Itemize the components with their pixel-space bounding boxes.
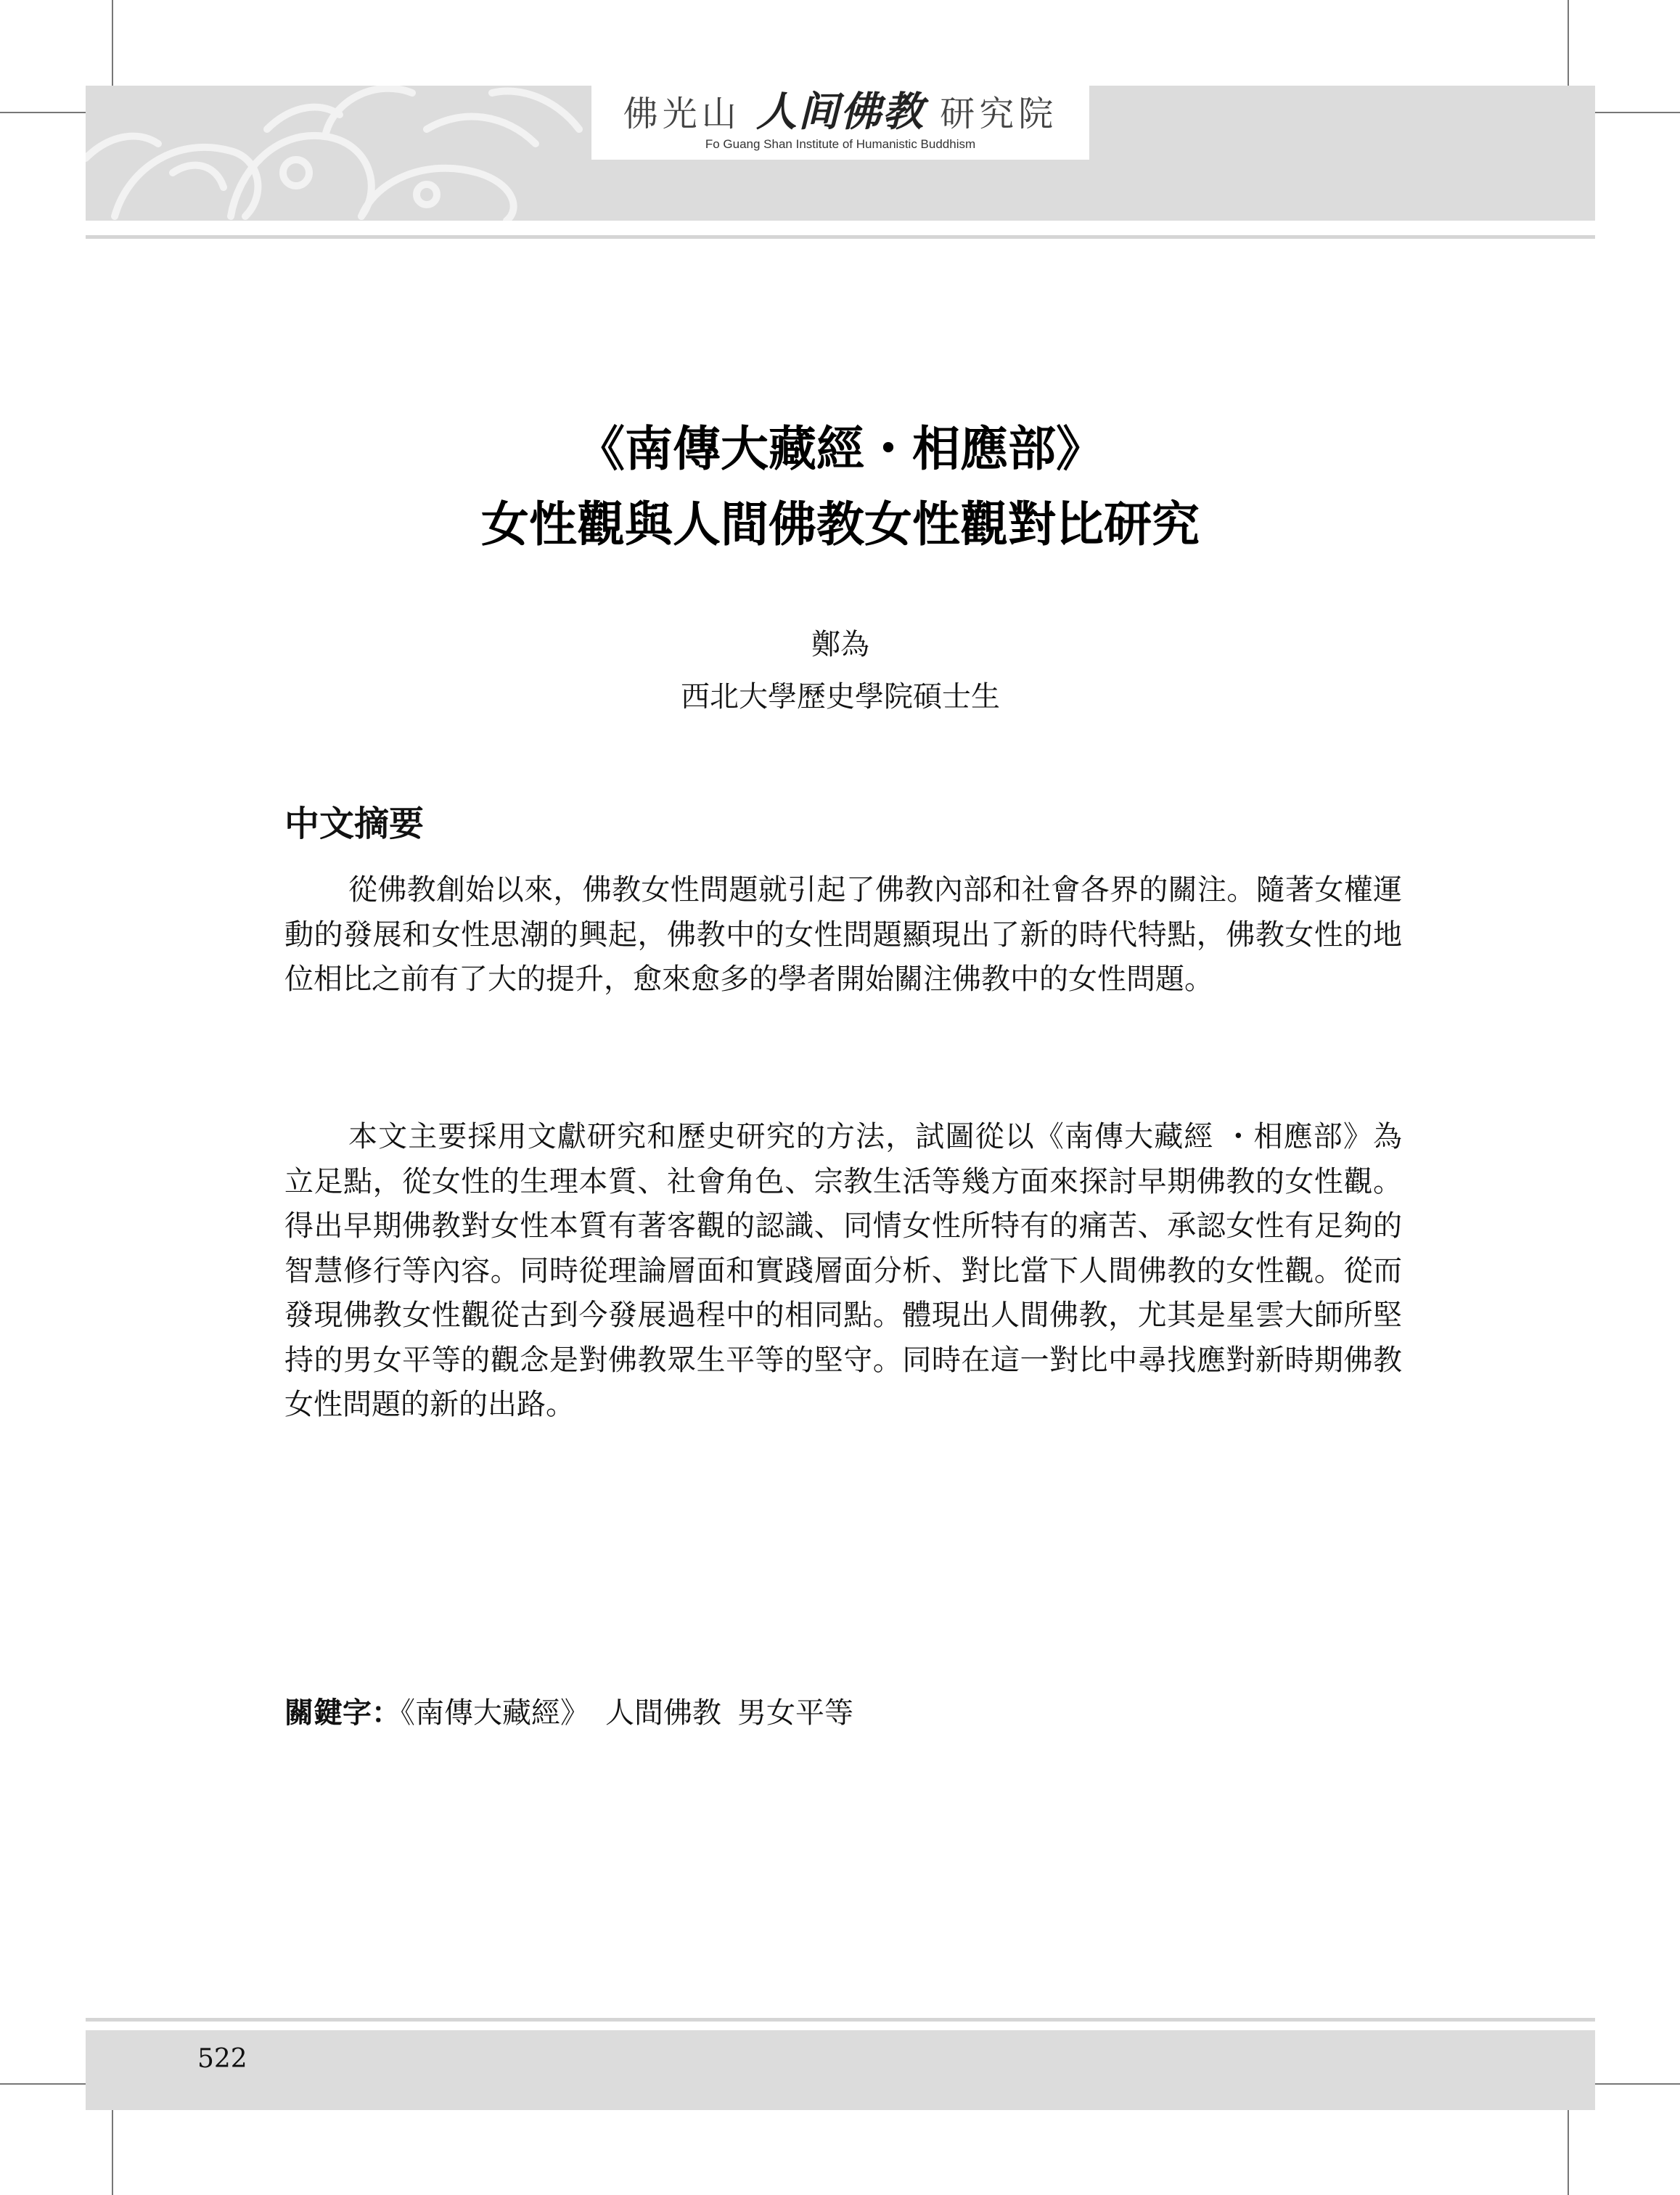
institute-calligraphy: 人间佛教 [756,88,925,136]
footer-rule [86,2018,1595,2022]
keywords-label: 關鍵字： [284,1696,401,1730]
crop-mark [1568,0,1569,86]
crop-mark [1595,112,1680,113]
crop-mark [1595,2083,1680,2085]
institute-name-zh [591,90,1089,136]
abstract-paragraph-1: 從佛教創始以來，佛教女性問題就引起了佛教內部和社會各界的關注。隨著女權運動的發展和女性思潮的興起，佛教中的女性問題顯現出了新的時代特點，佛教女性的地位相比之前有了大的提升，愈來愈多的學者開始關注佛教中的女性問題。 [284,873,1402,996]
institute-suffix: 研究院 [940,94,1058,134]
page-number: 522 [197,2044,247,2074]
crop-mark [112,0,113,86]
institute-logo [591,86,1089,160]
author-affiliation: 西北大學歷史學院碩士生 [681,680,1000,714]
keyword: 《南傳大藏經》 [401,1696,589,1730]
institute-name-en: Fo Guang Shan Institute of Humanistic Buddhism [705,137,976,151]
header-rule [86,235,1595,239]
keyword: 人間佛教 [605,1696,721,1730]
keywords [284,1691,869,1735]
title-line-1: 《南傳大藏經・相應部》 [577,420,1104,477]
institute-prefix: 佛光山 [623,94,741,134]
lotus-ornament-icon [86,86,608,221]
crop-mark [1568,2110,1569,2195]
page-title [86,411,1595,562]
crop-mark [112,2110,113,2195]
crop-mark [0,2083,86,2085]
title-line-2: 女性觀與人間佛教女性觀對比研究 [481,496,1200,552]
keyword: 男女平等 [737,1696,853,1730]
crop-mark [0,112,86,113]
author-name: 鄭為 [811,628,869,661]
footer-band [86,2030,1595,2110]
abstract-heading: 中文摘要 [284,804,425,844]
abstract-paragraph-2: 本文主要採用文獻研究和歷史研究的方法，試圖從以《南傳大藏經 ・相應部》為立足點，從女性的生理本質、社會角色、宗教生活等幾方面來探討早期佛教的女性觀。得出早期佛教對女性本質有著客觀的認識、同情女性所特有的痛苦、承認女性有足夠的智慧修行等內容。同時從理論層面和實踐層面分析、對比當下人間佛教的女性觀。從而發現佛教女性觀從古到今發展過程中的相同點。體現出人間佛教，尤其是星雲大師所堅持的男女平等的觀念是對佛教眾生平等的堅守。同時在這一對比中尋找應對新時期佛教女性問題的新的出路。 [284,1120,1402,1421]
